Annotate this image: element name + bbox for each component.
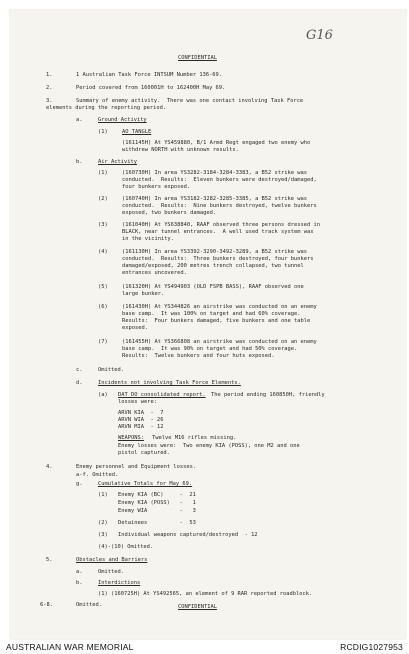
g2-num: (2) (98, 520, 108, 526)
para-4-g-label: g. (76, 481, 83, 487)
sub-d-title: Incidents not involving Task Force Elements. (98, 380, 241, 386)
d1-enemy-line-2: pistol captured. (118, 450, 170, 456)
b2-line-1: (160740H) In area YS3182-3282-3285-3385, a B52 strike was (122, 196, 307, 202)
b7-line-2: base camp. It was 90% on target and had 50% coverage. (122, 346, 298, 352)
d1-arvn-wia: ARVN WIA - 26 (118, 417, 164, 423)
b4-line-2: conducted. Results: Three bunkers destroyed, four bunkers (122, 256, 314, 262)
para-4-omitted: a-f. Omitted. (76, 472, 119, 478)
b2-line-3: exposed, two bunkers damaged. (122, 210, 217, 216)
b3-line-3: in the vicinity. (122, 236, 174, 242)
d1-line-1: The period ending 160850H, friendly (211, 392, 325, 398)
handwritten-reference: G16 (306, 28, 333, 43)
b1-num: (1) (98, 170, 108, 176)
header-classification: CONFIDENTIAL (178, 55, 217, 61)
sub-c-text: Omitted. (98, 367, 124, 373)
d1-num: (a) (98, 392, 108, 398)
a1-line-2: withdrew NORTH with unknown results. (122, 147, 239, 153)
para-2: Period covered from 160001H to 162400H May 69. (76, 85, 226, 91)
sub-b-title: Air Activity (98, 159, 137, 165)
b3-line-1: (161040H) At YS638840, RAAF observed three persons dressed in (122, 222, 320, 228)
para-3-num: 3. (46, 98, 53, 104)
para-5-num: 5. (46, 557, 53, 563)
a1-line-1: (161145H) At YS459880, B/1 Armd Regt engaged two enemy who (122, 140, 311, 146)
d1-arvn-mia: ARVN MIA - 12 (118, 424, 164, 430)
b6-line-1: (161430H) At YS344826 an airstrike was conducted on an enemy (122, 304, 317, 310)
para-6-num: 6-8. (40, 602, 53, 608)
b1-line-1: (160730H) In area YS3282-3184-3284-3383, a B52 strike was (122, 170, 307, 176)
d1-weapons-title: WEAPONS: (118, 435, 144, 441)
d1-weapons: Twelve M16 rifles missing. (152, 435, 237, 441)
g1-enemy-kia-bc: Enemy KIA (BC) - 21 (118, 492, 196, 498)
g1-enemy-wia: Enemy WIA - 3 (118, 508, 196, 514)
g2-detainees: Detainees - 53 (118, 520, 196, 526)
b2-num: (2) (98, 196, 108, 202)
b6-line-4: exposed. (122, 325, 148, 331)
b4-num: (4) (98, 249, 108, 255)
para-3-line-1: Summary of enemy activity. There was one contact involving Task Force (76, 98, 304, 104)
para-3-line-2: elements during the reporting period. (46, 105, 167, 111)
archive-reference: RCDIG1027953 (340, 642, 403, 652)
d1-enemy-line-1: Enemy losses were: Two enemy KIA (POSS), one M2 and one (118, 443, 300, 449)
sub-a-label: a. (76, 117, 83, 123)
b4-line-1: (161130H) In area YS3392-3290-3492-3289, a B52 strike was (122, 249, 307, 255)
footer-classification: CONFIDENTIAL (178, 604, 217, 610)
b4-line-4: entrances uncovered. (122, 270, 187, 276)
para-4-num: 4. (46, 464, 53, 470)
b1-line-3: four bunkers exposed. (122, 184, 191, 190)
sub-d-label: d. (76, 380, 83, 386)
para-1-num: 1. (46, 72, 53, 78)
b5-line-1: (161320H) At YS494903 (OLD FSPB BASS), RAAF observed one (122, 284, 304, 290)
para-5-title: Obstacles and Barriers (76, 557, 148, 563)
para-5-a-label: a. (76, 569, 83, 575)
g1-num: (1) (98, 492, 108, 498)
b2-line-2: conducted. Results: Nine bunkers destroyed, twelve bunkers (122, 203, 317, 209)
b7-line-1: (161455H) At YS366808 an airstrike was conducted on an enemy (122, 339, 317, 345)
b5-num: (5) (98, 284, 108, 290)
archive-source: AUSTRALIAN WAR MEMORIAL (6, 642, 134, 652)
b7-line-3: Results: Twelve bunkers and four huts exposed. (122, 353, 275, 359)
b3-line-2: BLACK, near tunnel entrances. A well used track system was (122, 229, 314, 235)
sub-b-label: b. (76, 159, 83, 165)
sub-c-label: c. (76, 367, 83, 373)
archive-footer (0, 640, 409, 654)
sub-a-title: Ground Activity (98, 117, 147, 123)
b1-line-2: conducted. Results: Eleven bunkers were destroyed/damaged, (122, 177, 317, 183)
a1-title: AO TANGLE (122, 129, 152, 135)
b5-line-2: large bunker. (122, 291, 165, 297)
b6-num: (6) (98, 304, 108, 310)
para-5-a: Omitted. (98, 569, 124, 575)
b6-line-3: Results: Four bunkers damaged, five bunkers and one table (122, 318, 311, 324)
d1-arvn-kia: ARVN KIA - 7 (118, 410, 164, 416)
para-4-g-title: Cumulative Totals for May 69. (98, 481, 193, 487)
g3-weapons: Individual weapons captured/destroyed - 12 (118, 532, 258, 538)
para-1: 1 Australian Task Force INTSUM Number 136-69. (76, 72, 223, 78)
b4-line-3: damaged/exposed, 200 metres trench collapsed, two tunnel (122, 263, 304, 269)
g1-enemy-kia-poss: Enemy KIA (POSS) - 1 (118, 500, 196, 506)
g4-omitted: (4)-(10) Omitted. (98, 544, 154, 550)
para-5-b-label: b. (76, 580, 83, 586)
d1-title: DAT DO consolidated report. (118, 392, 206, 398)
g3-num: (3) (98, 532, 108, 538)
d1-line-2: losses were: (118, 399, 157, 405)
b3-num: (3) (98, 222, 108, 228)
para-5-b-title: Interdictions (98, 580, 141, 586)
a1-num: (1) (98, 129, 108, 135)
b6-line-2: base camp. It was 100% on target and had 60% coverage. (122, 311, 301, 317)
para-5-b-1: (1) (160725H) At YS492565, an element of 9 RAR reported roadblock. (98, 591, 313, 597)
para-6: Omitted. (76, 602, 102, 608)
para-2-num: 2. (46, 85, 53, 91)
para-4: Enemy personnel and Equipment losses. (76, 464, 197, 470)
b7-num: (7) (98, 339, 108, 345)
